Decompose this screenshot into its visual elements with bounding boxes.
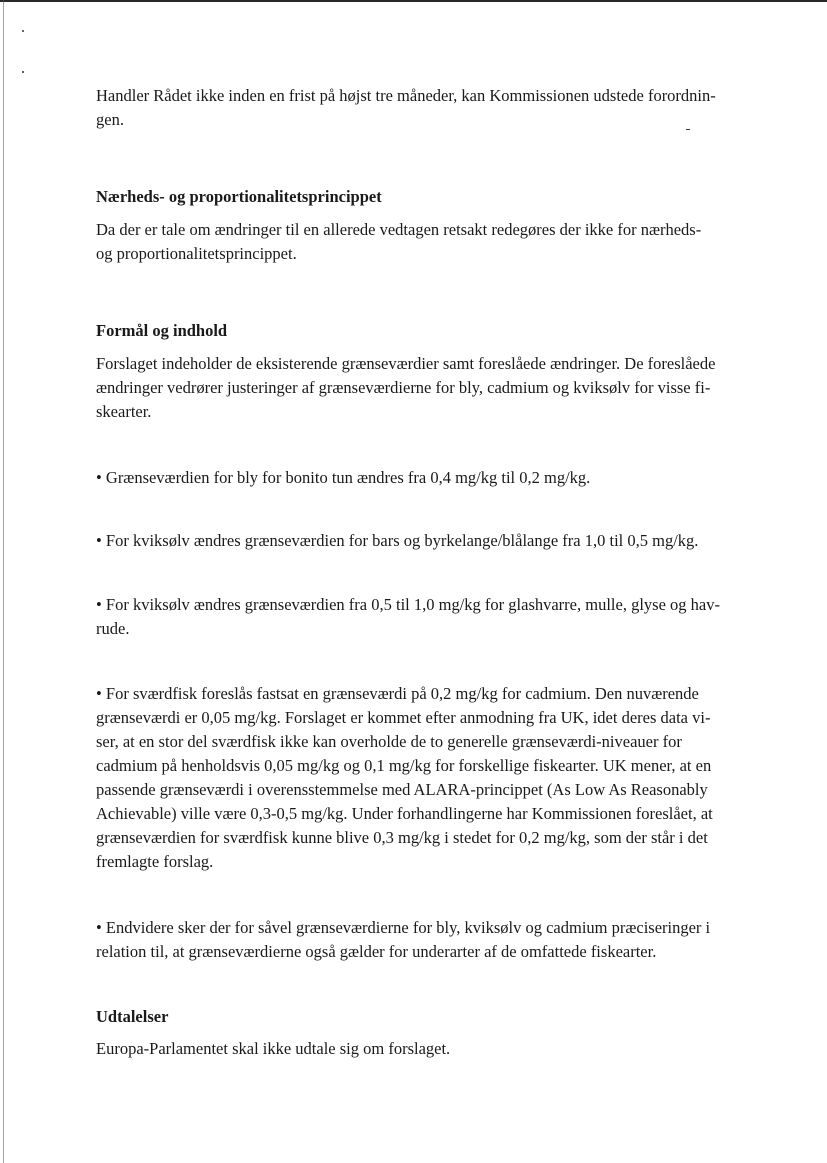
bullet-item: • Endvidere sker der for såvel grænseværdierne for bly, kviksølv og cadmium præciseringer i relation til, at grænseværdierne også gælder for underarter af de omfattede fiskearter. (96, 918, 711, 961)
page-top-edge (0, 0, 827, 2)
bullet-item: • Grænseværdien for bly for bonito tun ændres fra 0,4 mg/kg til 0,2 mg/kg. (96, 468, 591, 487)
section-heading-purpose: Formål og indhold (96, 321, 228, 340)
intro-paragraph: Handler Rådet ikke inden en frist på højst tre måneder, kan Kommissionen udstede forordnin- gen. (96, 86, 716, 129)
bullet-item: • For kviksølv ændres grænseværdien for bars og byrkelange/blålange fra 1,0 til 0,5 mg/kg. (96, 531, 699, 550)
bullet-item: • For kviksølv ændres grænseværdien fra 0,5 til 1,0 mg/kg for glashvarre, mulle, glyse og hav- rude. (96, 595, 720, 638)
document-body (96, 84, 746, 1061)
section-body-purpose: Forslaget indeholder de eksisterende grænseværdier samt foreslåede ændringer. De foreslåede ændringer vedrører justeringer af grænseværdierne for bly, cadmium og kviksølv for visse fi- skearter. (96, 354, 716, 421)
scan-speck (22, 30, 24, 32)
section-body-subsidiarity: Da der er tale om ændringer til en allerede vedtagen retsakt redegøres der ikke for nærheds- og proportionalitetsprincippet. (96, 220, 702, 263)
section-body-statements: Europa-Parlamentet skal ikke udtale sig om forslaget. (96, 1039, 451, 1058)
bullet-item: • For sværdfisk foreslås fastsat en grænseværdi på 0,2 mg/kg for cadmium. Den nuværende grænseværdi er 0,05 mg/kg. Forslaget er kommet efter anmodning fra UK, idet deres data vi- ser, at en stor del sværdfisk ikke kan overholde de to generelle grænseværdi-niveauer for cadmium på henholdsvis 0,05 mg/kg og 0,1 mg/kg for forskellige fiskearter. UK mener, at en passende grænseværdi i overensstemmelse med ALARA-princippet (As Low As Reasonably Achievable) ville være 0,3-0,5 mg/kg. Under forhandlingerne har Kommissionen foreslået, at grænseværdien for sværdfisk kunne blive 0,3 mg/kg i stedet for 0,2 mg/kg, som der står i det fremlagte forslag. (96, 684, 713, 871)
page-left-edge (3, 0, 4, 1163)
scan-speck (22, 71, 24, 73)
section-heading-statements: Udtalelser (96, 1007, 169, 1026)
section-heading-subsidiarity: Nærheds- og proportionalitetsprincippet (96, 187, 382, 206)
